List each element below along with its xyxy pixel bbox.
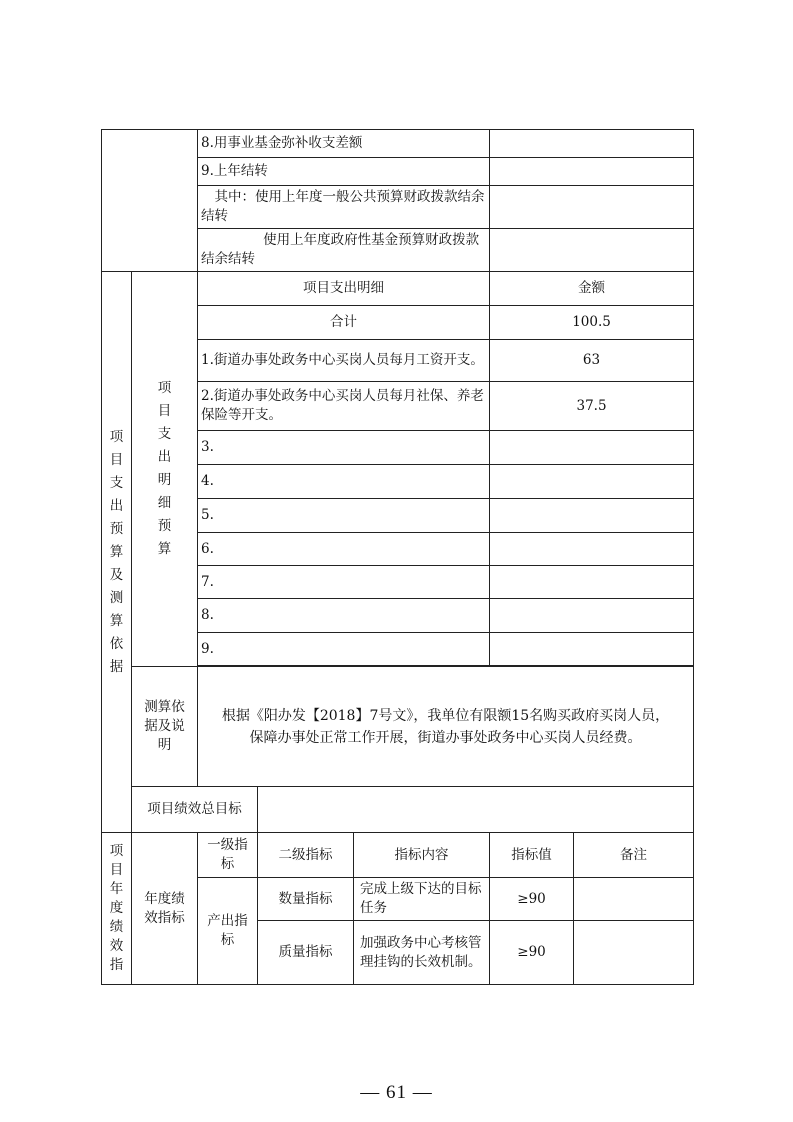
item-label: 8.用事业基金弥补收支差额 [198,130,490,158]
perf-outer-label: 项 目 年 度 绩 效 指 [102,833,132,985]
col-level1: 一级指标 [198,833,258,878]
section-label: 项 目 支 出 预 算 及 测 算 依 据 [102,272,132,833]
detail-item: 7. [198,566,490,599]
detail-item: 5. [198,499,490,533]
note [574,878,694,921]
detail-item: 3. [198,431,490,465]
page-number: — 61 — [360,1082,433,1103]
detail-amount: 63 [490,340,694,382]
annual-label: 年度绩效指标 [132,833,198,985]
detail-item: 2.街道办事处政务中心买岗人员每月社保、养老保险等开支。 [198,382,490,431]
basis-row [102,667,694,787]
col-note: 备注 [574,833,694,878]
col-level2: 二级指标 [258,833,354,878]
level1-output: 产出指标 [198,878,258,985]
basis-line-2: 保障办事处正常工作开展，街道办事处政务中心买岗人员经费。 [249,729,642,746]
header-item: 项目支出明细 [198,272,490,306]
basis-label: 测算依据及说明 [132,667,198,787]
detail-item: 4. [198,465,490,499]
basis-text [198,667,694,787]
col-value: 指标值 [490,833,574,878]
perf-header-row [102,833,694,878]
detail-amount [490,499,694,533]
detail-item: 1.街道办事处政务中心买岗人员每月工资开支。 [198,340,490,382]
detail-label: 项 目 支 出 明 细 预 算 [132,272,198,667]
detail-item: 6. [198,533,490,566]
budget-table [101,129,694,985]
goal-row [102,787,694,833]
goal-label: 项目绩效总目标 [132,787,258,833]
goal-value [258,787,694,833]
detail-amount [490,633,694,666]
level2: 质量指标 [258,921,354,985]
detail-amount [490,465,694,499]
detail-header-row [102,272,694,306]
total-label: 合计 [198,306,490,340]
item-label: 使用上年度政府性基金预算财政拨款结余结转 [198,229,490,272]
amount-cell [490,130,694,158]
total-value: 100.5 [490,306,694,340]
detail-item: 9. [198,633,490,666]
item-label: 其中：使用上年度一般公共预算财政拨款结余结转 [198,186,490,229]
basis-line-1: 根据《阳办发【2018】7号文》，我单位有限额15名购买政府买岗人员， [221,707,670,724]
detail-item: 8. [198,599,490,633]
amount-cell [490,158,694,186]
content: 加强政务中心考核管理挂钩的长效机制。 [354,921,490,985]
level2: 数量指标 [258,878,354,921]
header-amount: 金额 [490,272,694,306]
note [574,921,694,985]
detail-amount [490,599,694,633]
row-fund-balance [102,130,694,158]
item-label: 9.上年结转 [198,158,490,186]
empty-label-cell [102,130,198,272]
value: ≥90 [490,878,574,921]
amount-cell [490,186,694,229]
detail-amount [490,566,694,599]
value: ≥90 [490,921,574,985]
detail-amount [490,431,694,465]
col-content: 指标内容 [354,833,490,878]
content: 完成上级下达的目标任务 [354,878,490,921]
detail-amount: 37.5 [490,382,694,431]
amount-cell [490,229,694,272]
detail-amount [490,533,694,566]
